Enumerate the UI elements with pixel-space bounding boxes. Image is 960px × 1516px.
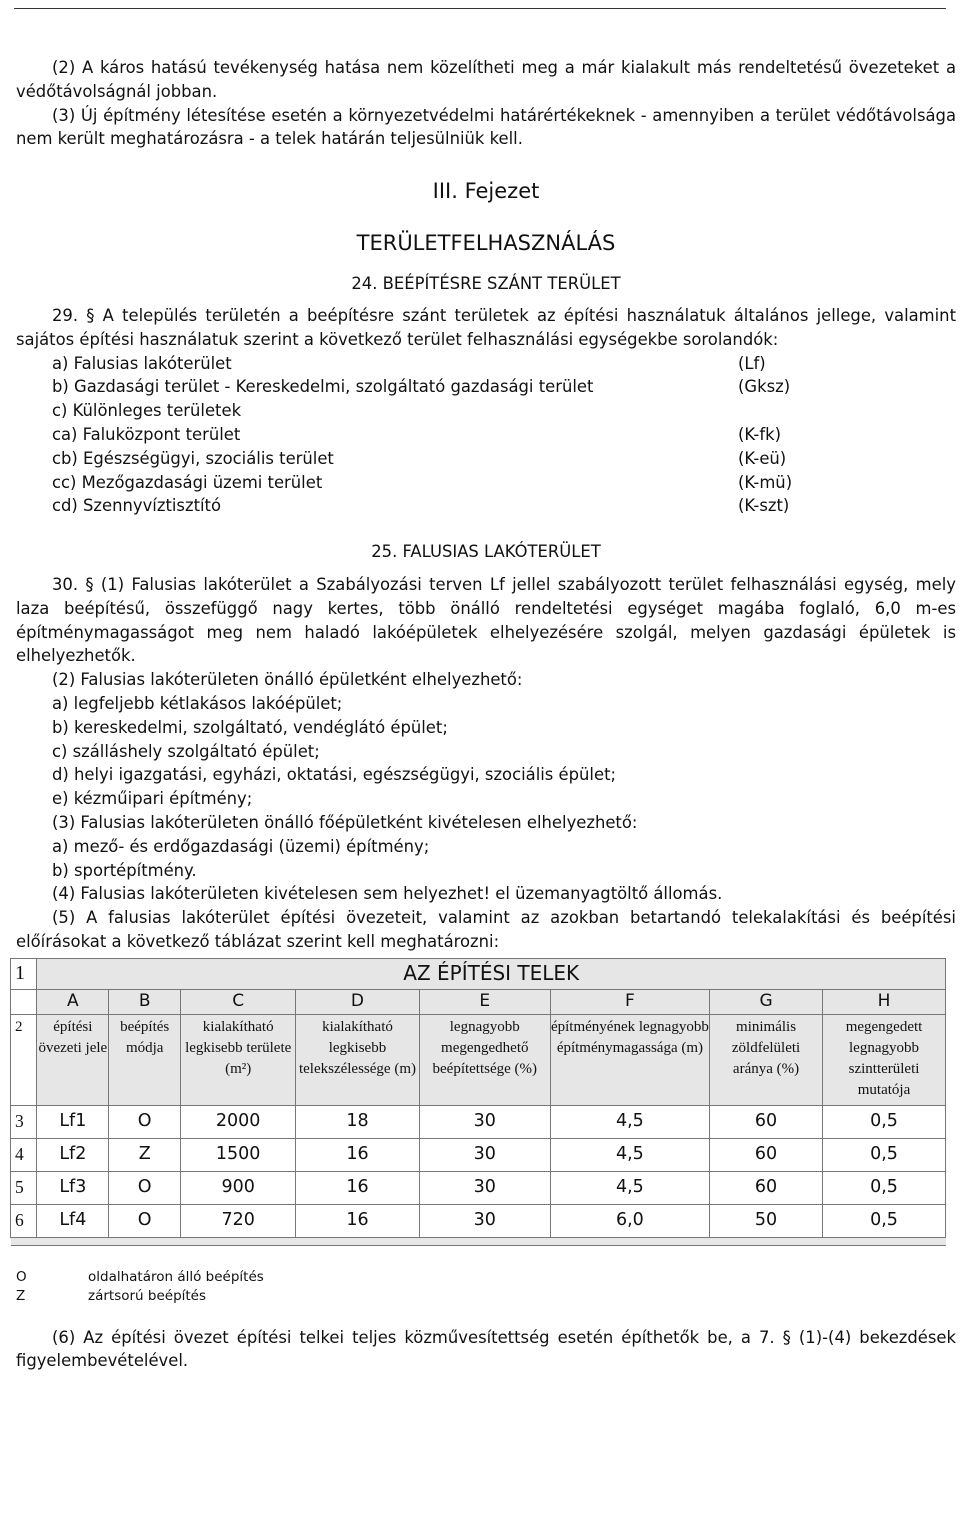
- column-header: megengedett legnagyobb szintterületi mutatója: [823, 1014, 946, 1105]
- legend-entry: O oldalhatáron álló beépítés: [16, 1268, 264, 1285]
- paragraph-3: (3) Új építmény létesítése esetén a környezetvédelmi határértékeknek - amennyiben a terület védőtávolsága nem került meghatározásra - a telek határán teljesülniük kell.: [16, 105, 956, 149]
- table-cell: Lf4: [37, 1204, 109, 1237]
- column-header: kialakítható legkisebb telekszélessége (m): [296, 1014, 420, 1105]
- chapter-number: III. Fejezet: [432, 179, 540, 204]
- column-letter: H: [823, 989, 946, 1014]
- category-item: a) Falusias lakóterület (Lf): [52, 353, 766, 373]
- table-cell: Lf1: [37, 1105, 109, 1138]
- table-cell: 60: [710, 1171, 823, 1204]
- section-30-paragraph-1: 30. § (1) Falusias lakóterület a Szabályozási terven Lf jellel szabályozott terület felhasználási egység, mely laza beépítésű, összefüggő nagy kertes, több önálló rendeltetési egységet magába foglaló, 6,0 m-es építménymagasságot meg nem haladó lakóépületek elhelyezésére szolgál, melyen gazdasági épületek is elhelyezhetők.: [16, 574, 956, 666]
- column-letter: B: [109, 989, 181, 1014]
- section-30-paragraph-2: (2) Falusias lakóterületen önálló épületként elhelyezhető:: [52, 670, 523, 690]
- document-page: [16, 56, 956, 1373]
- section-30-paragraph-4: (4) Falusias lakóterületen kivételesen sem helyezhet! el üzemanyagtöltő állomás.: [52, 884, 723, 904]
- column-header: építményének legnagyobb építménymagassága (m): [550, 1014, 709, 1105]
- column-letter: G: [710, 989, 823, 1014]
- table-cell: 4,5: [550, 1138, 709, 1171]
- table-cell: 4,5: [550, 1171, 709, 1204]
- table-cell: 50: [710, 1204, 823, 1237]
- table-cell: 30: [419, 1138, 550, 1171]
- row-number: 1: [11, 958, 37, 989]
- table-cell: 30: [419, 1105, 550, 1138]
- table-cell: 16: [296, 1138, 420, 1171]
- category-item: ca) Faluközpont terület (K-fk): [52, 424, 781, 444]
- list-item: b) sportépítmény.: [52, 860, 197, 880]
- column-letter: A: [37, 989, 109, 1014]
- section-30-paragraph-3: (3) Falusias lakóterületen önálló főépületként kivételesen elhelyezhető:: [52, 812, 638, 832]
- table-cell: 16: [296, 1204, 420, 1237]
- row-number: 2: [11, 1014, 37, 1105]
- category-item: cd) Szennyvíztisztító (K-szt): [52, 496, 790, 516]
- table-cell: 2000: [181, 1105, 296, 1138]
- table-cell: 0,5: [823, 1105, 946, 1138]
- table-title: AZ ÉPÍTÉSI TELEK: [37, 958, 946, 989]
- column-header: beépítés módja: [109, 1014, 181, 1105]
- table-cell: Z: [109, 1138, 181, 1171]
- table-cell: 900: [181, 1171, 296, 1204]
- table-title-row: [11, 958, 946, 989]
- column-header-row: [11, 1014, 946, 1105]
- section-30-paragraph-5: (5) A falusias lakóterület építési övezeteit, valamint az azokban betartandó telekalakítási és beépítési előírásokat a következő táblázat szerint kell meghatározni:: [16, 908, 956, 951]
- row-number: 3: [11, 1105, 37, 1138]
- table-legend: [16, 1268, 956, 1306]
- table-cell: O: [109, 1204, 181, 1237]
- section-24-heading: 24. BEÉPÍTÉSRE SZÁNT TERÜLET: [351, 274, 621, 294]
- table-cell: 0,5: [823, 1171, 946, 1204]
- row-number: 6: [11, 1204, 37, 1237]
- column-header: építési övezeti jele: [37, 1014, 109, 1105]
- column-letter: C: [181, 989, 296, 1014]
- category-list: [16, 352, 956, 519]
- column-letter: D: [296, 989, 420, 1014]
- category-item: b) Gazdasági terület - Kereskedelmi, szolgáltató gazdasági terület (Gksz): [52, 377, 791, 397]
- table-cell: 0,5: [823, 1138, 946, 1171]
- table-cell: 60: [710, 1138, 823, 1171]
- list-item: c) szálláshely szolgáltató épület;: [52, 741, 320, 761]
- header-rule: [14, 8, 946, 9]
- table-row: [11, 1171, 946, 1204]
- table-row: [11, 1204, 946, 1237]
- column-letter-row: [11, 989, 946, 1014]
- chapter-title: TERÜLETFELHASZNÁLÁS: [356, 231, 616, 256]
- column-letter: F: [550, 989, 709, 1014]
- table-row: [11, 1138, 946, 1171]
- list-item: e) kézműipari építmény;: [52, 789, 253, 809]
- table-cell: 60: [710, 1105, 823, 1138]
- column-letter: E: [419, 989, 550, 1014]
- table-cell: 30: [419, 1204, 550, 1237]
- building-plot-table: [10, 958, 946, 1246]
- table-cell: Lf3: [37, 1171, 109, 1204]
- list-item: a) legfeljebb kétlakásos lakóépület;: [52, 693, 343, 713]
- section-29-paragraph: 29. § A település területén a beépítésre szánt területek az építési használatuk általános jellege, valamint sajátos építési használatuk szerint a következő terület felhasználási egységekbe sorolandók:: [16, 305, 956, 349]
- table-cell: 4,5: [550, 1105, 709, 1138]
- list-item: d) helyi igazgatási, egyházi, oktatási, egészségügyi, szociális épület;: [52, 765, 617, 785]
- table-cell: Lf2: [37, 1138, 109, 1171]
- section-25-heading: 25. FALUSIAS LAKÓTERÜLET: [371, 542, 601, 562]
- table-row: [11, 1105, 946, 1138]
- table-cell: 6,0: [550, 1204, 709, 1237]
- row-number: 4: [11, 1138, 37, 1171]
- category-item: c) Különleges területek: [52, 401, 242, 421]
- row-number: 5: [11, 1171, 37, 1204]
- table-cell: O: [109, 1171, 181, 1204]
- column-header: legnagyobb megengedhető beépítettsége (%): [419, 1014, 550, 1105]
- table-cell: 30: [419, 1171, 550, 1204]
- category-item: cb) Egészségügyi, szociális terület (K-eü): [52, 448, 787, 468]
- category-item: cc) Mezőgazdasági üzemi terület (K-mü): [52, 472, 793, 492]
- table-cell: 0,5: [823, 1204, 946, 1237]
- paragraph-2: (2) A káros hatású tevékenység hatása nem közelítheti meg a már kialakult más rendeltetésű övezeteket a védőtávolságnál jobban.: [16, 58, 956, 101]
- column-header: minimális zöldfelületi aránya (%): [710, 1014, 823, 1105]
- list-item: b) kereskedelmi, szolgáltató, vendéglátó épület;: [52, 717, 448, 737]
- list-item: a) mező- és erdőgazdasági (üzemi) építmény;: [52, 836, 430, 856]
- table-cell: 1500: [181, 1138, 296, 1171]
- section-30-paragraph-6: (6) Az építési övezet építési telkei teljes közművesítettség esetén építhetők be, a 7. § (1)-(4) bekezdések figyelembevételével.: [16, 1327, 956, 1371]
- table-bottom-band: [11, 1237, 946, 1245]
- legend-entry: Z zártsorú beépítés: [16, 1287, 207, 1304]
- table-cell: 16: [296, 1171, 420, 1204]
- column-header: kialakítható legkisebb területe (m²): [181, 1014, 296, 1105]
- table-cell: 720: [181, 1204, 296, 1237]
- table-cell: 18: [296, 1105, 420, 1138]
- table-cell: O: [109, 1105, 181, 1138]
